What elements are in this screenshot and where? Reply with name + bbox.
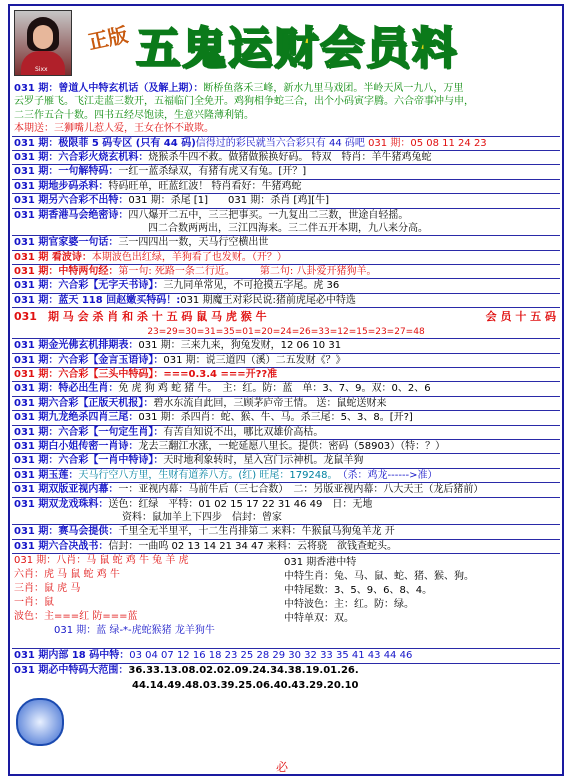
- label: 031 期：极限菲 5 码专区 (只有 44 码): [14, 137, 196, 149]
- text: 三一四四出一数，天马行空横出世: [118, 237, 269, 249]
- text: 第二句: 八卦爱开猪狗羊。: [259, 266, 377, 278]
- section-19: [12, 411, 560, 425]
- section-25: [12, 498, 560, 526]
- text: 云罗子雁飞。飞江走蓝三数开，五福临门全免开。鸡狗相争蛇三合，出个小码寅字腾。六合帝事冲与申，: [14, 96, 474, 108]
- section-21: [12, 440, 560, 454]
- text: 本期波色出红绿，羊狗看了也发财。（开？）: [91, 251, 287, 263]
- text: 资料：鼠加羊上下四步 信封：曾家: [122, 511, 282, 523]
- section-11: [12, 279, 560, 293]
- label: 031 期双龙戏珠料：: [14, 498, 109, 510]
- text: 031 期：三来九来，狗兔发财，12 06 10 31: [138, 340, 342, 352]
- text: 六肖：虎 马 鼠 蛇 鸡 牛: [14, 569, 120, 581]
- number-list: 23=29=30=31=35=01=20=24=26=33=12=15=23=27=48: [147, 327, 425, 338]
- text: 36.33.13.08.02.02.09.24.34.38.19.01.26.: [128, 664, 359, 676]
- label: 031 期双版亚视内幕：: [14, 484, 119, 496]
- text: 中特尾数：3、5、9、6、8、4。: [284, 585, 433, 597]
- section-1: [12, 82, 560, 137]
- text: 031 期：杀尾 [1]: [128, 195, 208, 207]
- label: 031 期六合决战书：: [14, 540, 109, 552]
- section-23: [12, 469, 560, 483]
- text: 免 虎 狗 鸡 蛇 猪 牛。: [118, 383, 213, 395]
- section-20: [12, 426, 560, 440]
- text: 031 期：说三道四（溪）二五发财《？》: [163, 354, 346, 366]
- text: 三九同单常见，不可抢摸五字尾。虎 36: [163, 280, 340, 292]
- label: 031 期：蓝天 118 回赵嫩买特码！:: [14, 294, 181, 306]
- text: 031 期香港中特: [284, 557, 357, 569]
- section-12: [12, 294, 560, 308]
- section-14: [12, 339, 560, 353]
- text: 本期送：三狮嘴儿惹人爱，王女在怀不敢欺。: [14, 123, 214, 135]
- label: 031 期香港马会绝密诗：: [14, 209, 129, 221]
- label: 031 期：六合彩【一肖中特诗】：: [14, 455, 164, 467]
- text: 断桥鱼落禾三峰，新水九里马戏团。半岭天风一九八，万里: [203, 83, 464, 94]
- label: 031 期六合彩【正版天机报】：: [14, 397, 154, 409]
- label: 031 期：六合彩【金言玉语诗】：: [14, 354, 164, 366]
- section-27: [12, 540, 560, 554]
- text: 二：另版亚视内幕：八大天王（龙后猪前）: [293, 484, 484, 496]
- text: 一肖：鼠: [14, 597, 54, 609]
- text: 031 期魔王对彩民说:猪前虎尾必中特选: [180, 294, 356, 306]
- text: 有苦自知说不出，哪比双雄价高枯。: [163, 426, 324, 438]
- label: 031 期白小姐传密一肖诗：: [14, 440, 139, 452]
- section-8: [12, 236, 560, 250]
- label: 031 期金光佛玄机排期表：: [14, 340, 139, 352]
- text: 碧水东流自此回，三顾茅庐帝王情。 送：鼠蛇送财来: [153, 397, 387, 409]
- section-13: [12, 308, 560, 339]
- section-29: [12, 649, 560, 663]
- disc-icon: [16, 698, 64, 746]
- section-16: [12, 368, 560, 382]
- label: 031 期内部 18 码中特：: [14, 650, 130, 662]
- section-28: [12, 554, 560, 649]
- section-26: [12, 525, 560, 539]
- text: 031 期：八肖：马 鼠 蛇 鸡 牛 兔 羊 虎: [14, 555, 189, 567]
- text: 二三作五合十数。四书五经尽饱读，生意兴隆薄利销。: [14, 109, 254, 121]
- header: [10, 6, 562, 82]
- text: 一红一蓝杀绿双，有猪有虎又有兔。[开？]: [118, 166, 307, 178]
- text: 中特单双：双。: [284, 613, 354, 625]
- text: 送色：红绿 平特：01 02 15 17 22 31 46 49 日：无地: [108, 498, 373, 510]
- text: 一：亚视内幕：马前牛后（三七合数）: [118, 484, 284, 496]
- label: 031 期：特必出生肖：: [14, 383, 119, 395]
- label: 031 期：六合彩火烧玄机料：: [14, 151, 149, 163]
- section-2: [12, 137, 560, 151]
- section-10: [12, 265, 560, 279]
- text: 031 期：杀四肖：蛇、猴、牛、马。杀三尾：5、3、8。[开?]: [138, 412, 413, 424]
- text: 031 期：杀肖 [鸡][牛]: [227, 195, 330, 207]
- section-30: [12, 664, 560, 695]
- text: 特码旺单，旺蓝红波！ 特肖看好：牛猪鸡蛇: [108, 180, 302, 192]
- label: 031 期官家婆一句话：: [14, 237, 119, 249]
- text: 龙去三翻江水涨，一蛇延愿八里长。提供：密码（58903）（特：？）: [138, 440, 446, 452]
- text: 波色：主===红 防===蓝: [14, 611, 138, 623]
- document-sheet: [8, 4, 564, 776]
- text: 中特波色：主：红。防：绿。: [284, 599, 414, 611]
- label: 031 期必中特码大范围：: [14, 664, 129, 676]
- footer-mark: 必: [276, 760, 289, 774]
- text: 031 期：05 08 11 24 23: [368, 137, 487, 149]
- text: 中特生肖：兔、马、鼠、蛇、猪、猴、狗。: [284, 571, 474, 583]
- photo-watermark: Sixx: [35, 66, 48, 73]
- text: 44.14.49.48.03.39.25.06.40.43.29.20.10: [132, 679, 359, 691]
- label: 031 期：曾道人中特玄机话（及解上期）：: [14, 83, 204, 94]
- label: 031 期：中特两句经：: [14, 266, 119, 278]
- text: 特肖：羊牛猪鸡兔蛇: [341, 151, 432, 163]
- label: 031 期：六合彩【一句定生肖】：: [14, 426, 164, 438]
- section-22: [12, 454, 560, 468]
- text: 03 04 07 12 16 18 23 25 28 29 30 32 33 35 41 43 44 46: [129, 650, 413, 662]
- text: 三肖：鼠 虎 马: [14, 583, 81, 595]
- section-4: [12, 165, 560, 179]
- label: 031 期 马 会 杀 肖 和 杀 十 五 码 鼠 马 虎 猴 牛: [14, 310, 267, 324]
- text: 信得过的彩民就当六合彩只有 44 码吧: [195, 137, 365, 149]
- label: 031 期玉莲：: [14, 469, 79, 481]
- section-9: [12, 251, 560, 265]
- content: [12, 82, 560, 695]
- section-15: [12, 354, 560, 368]
- label: 031 期：六合彩【三头中特码】：: [14, 369, 164, 381]
- section-6: [12, 194, 560, 208]
- left-column: [14, 554, 274, 638]
- text: 天时地利象转时，星入宫门示神机。龙鼠羊狗: [163, 455, 364, 467]
- text: 会 员 十 五 码: [485, 310, 556, 324]
- label: 031 期：六合彩【无字天书诗】：: [14, 280, 164, 292]
- text: ===0.3.4 ===开??准: [163, 369, 278, 381]
- label: 031 期：赛马会提供：: [14, 526, 119, 538]
- text: 031 期：蓝 绿-*-虎蛇猴猪 龙羊狗牛: [54, 625, 215, 637]
- avatar: [14, 10, 72, 76]
- section-3: [12, 151, 560, 165]
- label: 031 期九龙绝杀四肖三尾：: [14, 412, 139, 424]
- seal-mark: 正版: [85, 22, 130, 55]
- text: 四八爆开二五中，三三把事买。一九复出二三数，世途自轻摇。: [128, 209, 409, 221]
- section-17: [12, 382, 560, 396]
- section-5: [12, 180, 560, 194]
- text: 第一句: 死路一条二行近。: [118, 266, 230, 278]
- text: 主：红。防：蓝 单：3、7、9。双：0、2、6: [222, 383, 431, 395]
- label: 031 期 看波诗：: [14, 251, 92, 263]
- text: 四二合数两两出，三江四海来。三二伴五开本期，九八来分高。: [148, 222, 428, 234]
- text: 天马行空八方里，生财有道养八方。(红) 旺尾：179248。: [78, 469, 333, 481]
- text: 千里全无半里平，十二生肖排第二 来料：牛猴鼠马狗兔羊龙 开: [118, 526, 395, 538]
- section-7: [12, 209, 560, 237]
- label: 031 期地步码杀料：: [14, 180, 109, 192]
- right-column: [284, 556, 554, 626]
- label: 031 期另六合彩不出特：: [14, 195, 129, 207]
- section-24: [12, 483, 560, 497]
- section-18: [12, 397, 560, 411]
- text: 烧猴杀牛四不救。做猪做猴换好码。 特双: [148, 151, 332, 163]
- label: 031 期：一句解特码：: [14, 166, 119, 178]
- page-title: 五鬼运财会员料: [136, 23, 458, 74]
- text: 信封：一曲呜 02 13 14 21 34 47 来料：云将骁 欲钱查蛇头。: [108, 540, 397, 552]
- text: （杀：鸡龙------>准）: [342, 469, 438, 481]
